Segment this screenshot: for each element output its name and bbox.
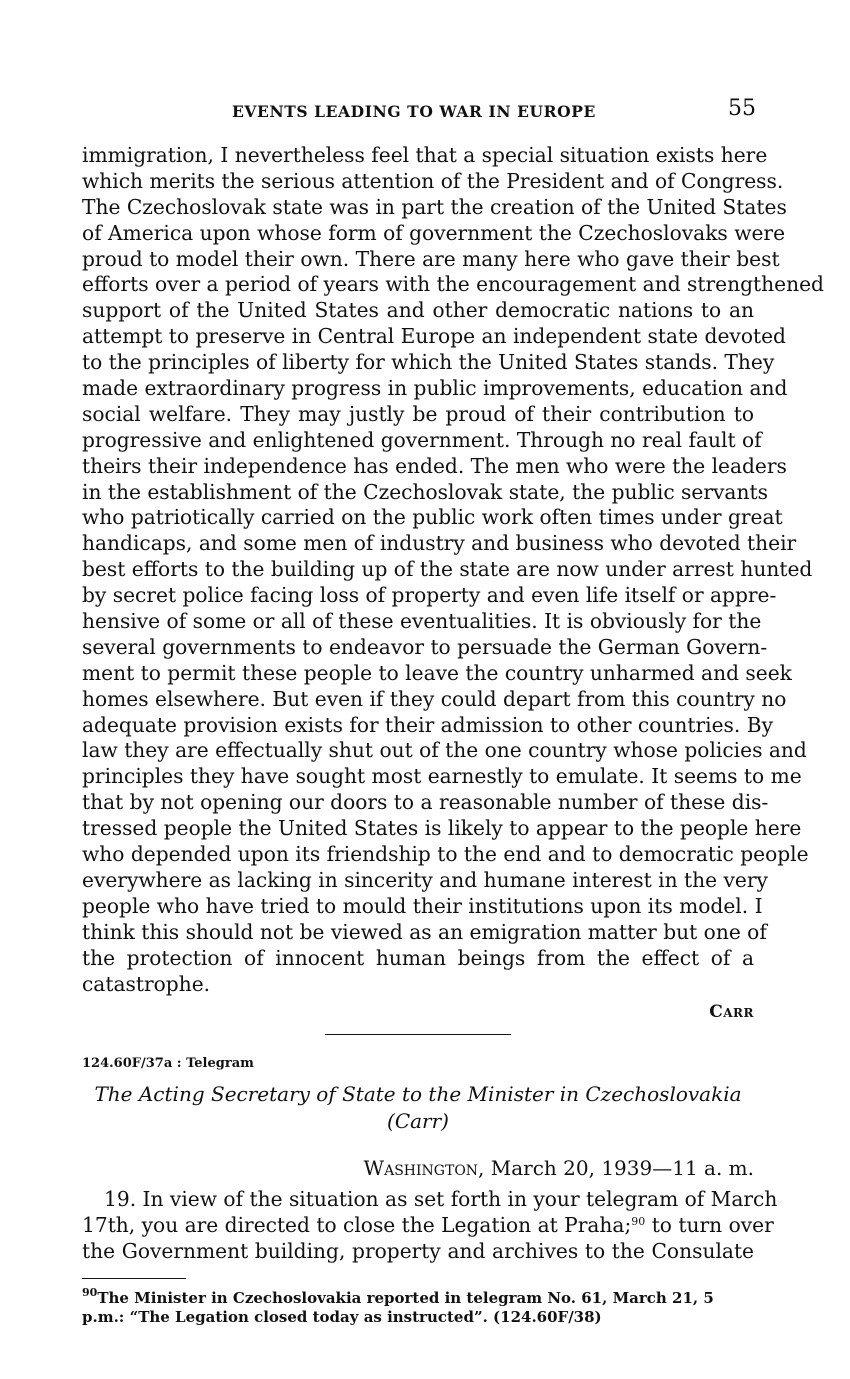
paragraph-text: 17th, you are directed to close the Legation at Praha; [82, 1212, 632, 1237]
paragraph-line: 19. In view of the situation as set forth in your telegram of March [104, 1187, 778, 1211]
body-line: The Czechoslovak state was in part the creation of the United States [82, 194, 787, 219]
body-line: homes elsewhere. But even if they could depart from this country no [82, 686, 787, 711]
body-line: who patriotically carried on the public work often times under great [82, 505, 783, 530]
paragraph-line [82, 1212, 774, 1238]
file-reference: 124.60F/37a : Telegram [82, 1056, 254, 1071]
footnote [82, 1286, 754, 1327]
dateline-date: March 20, 1939—11 a. m. [490, 1156, 754, 1180]
body-line: by secret police facing loss of property and even life itself or appre- [82, 583, 777, 608]
body-line: immigration, I nevertheless feel that a special situation exists here [82, 143, 768, 167]
document-title-line: The Acting Secretary of State to the Minister in Czechoslovakia [94, 1082, 742, 1106]
body-line: support of the United States and other democratic nations to an [82, 298, 754, 323]
section-divider [325, 1034, 511, 1035]
body-line: efforts over a period of years with the encouragement and strengthened [82, 272, 824, 297]
body-line: people who have tried to mould their institutions upon its model. I [82, 893, 763, 918]
body-line: the protection of innocent human beings from the effect of a [82, 945, 754, 970]
signature: Carr [709, 1002, 754, 1022]
body-line: several governments to endeavor to persuade the German Govern- [82, 634, 768, 659]
body-line: law they are effectually shut out of the one country whose policies and [82, 738, 807, 763]
footnote-rule [82, 1278, 186, 1279]
body-line: principles they have sought most earnestly to emulate. It seems to me [82, 764, 802, 789]
letter-body [82, 143, 824, 997]
body-line: progressive and enlightened government. Through no real fault of [82, 427, 762, 452]
body-line: which merits the serious attention of the President and of Congress. [82, 168, 784, 193]
running-head: EVENTS LEADING TO WAR IN EUROPE [232, 102, 596, 121]
page-number: 55 [728, 96, 756, 121]
body-line: hensive of some or all of these eventualities. It is obviously for the [82, 609, 762, 634]
paragraph-line: the Government building, property and archives to the Consulate [82, 1238, 754, 1263]
footnote-reference[interactable]: 90 [631, 1214, 646, 1228]
body-line: made extraordinary progress in public improvements, education and [82, 376, 788, 401]
body-line: in the establishment of the Czechoslovak state, the public servants [82, 479, 768, 504]
page-header [82, 96, 758, 126]
body-line: ment to permit these people to leave the country unharmed and seek [82, 660, 792, 685]
body-line: that by not opening our doors to a reasonable number of these dis- [82, 790, 769, 815]
body-line: catastrophe. [82, 971, 211, 996]
dateline [364, 1156, 754, 1180]
body-line: theirs their independence has ended. The men who were the leaders [82, 453, 787, 478]
body-line: attempt to preserve in Central Europe an independent state devoted [82, 324, 786, 349]
telegram-paragraph [82, 1186, 778, 1264]
dateline-city: Washington, [363, 1156, 485, 1180]
footnote-text: The Minister in Czechoslovakia reported in telegram No. 61, March 21, 5 p.m.: “The Legation closed today as instructed”. (124.60F/38) [82, 1289, 714, 1326]
body-line: social welfare. They may justly be proud of their contribution to [82, 401, 754, 426]
body-line: everywhere as lacking in sincerity and humane interest in the very [82, 867, 768, 892]
document-title-line: (Carr) [387, 1109, 449, 1133]
body-line: think this should not be viewed as an emigration matter but one of [82, 919, 767, 944]
body-line: adequate provision exists for their admission to other countries. By [82, 712, 773, 737]
body-line: to the principles of liberty for which the United States stands. They [82, 350, 775, 375]
document-title [82, 1081, 754, 1135]
body-line: of America upon whose form of government the Czechoslovaks were [82, 220, 786, 245]
body-line: who depended upon its friendship to the end and to democratic people [82, 842, 809, 867]
body-line: tressed people the United States is likely to appear to the people here [82, 816, 802, 841]
body-line: handicaps, and some men of industry and business who devoted their [82, 531, 797, 556]
body-line: proud to model their own. There are many here who gave their best [82, 246, 780, 271]
paragraph-text: to turn over [645, 1212, 774, 1237]
body-line: best efforts to the building up of the state are now under arrest hunted [82, 557, 813, 582]
footnote-marker: 90 [82, 1286, 98, 1299]
